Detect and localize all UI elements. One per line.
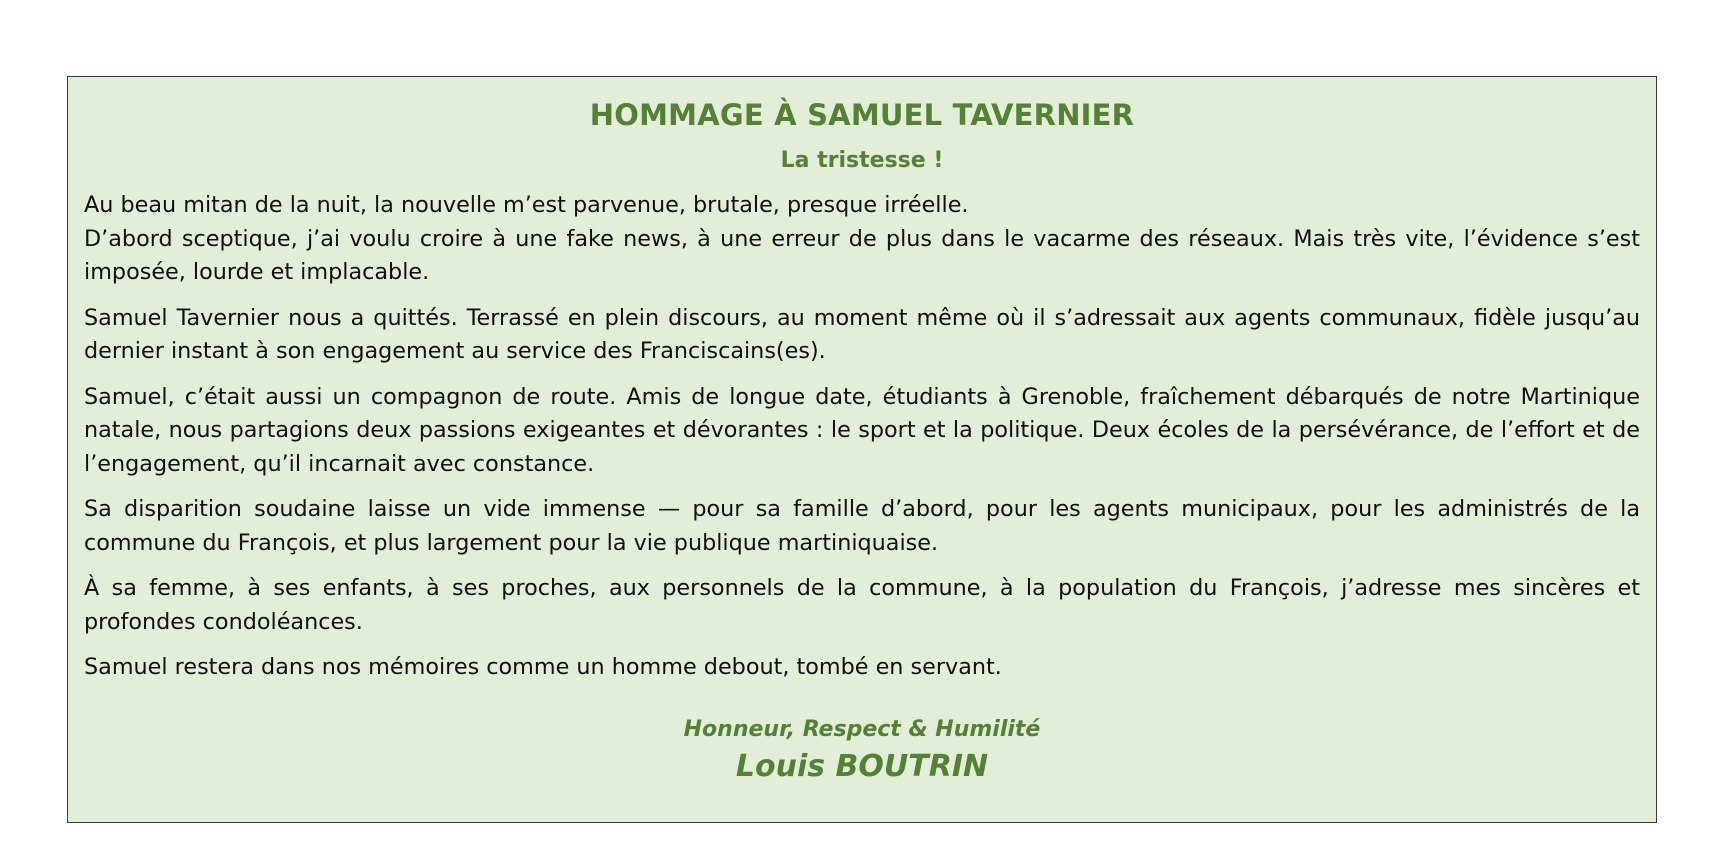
paragraph-1-line-2: D’abord sceptique, j’ai voulu croire à une fake news, à une erreur de plus dans le vacarme des réseaux. Mais très vite, l’évidence s’est imposée, lourde et implacable.: [84, 225, 1640, 285]
body-text: [84, 189, 1640, 685]
motto: Honneur, Respect & Humilité: [683, 716, 1041, 742]
closing: [84, 715, 1640, 787]
paragraph-5: À sa femme, à ses enfants, à ses proches, aux personnels de la commune, à la population du François, j’adresse mes sincères et profondes condoléances.: [84, 575, 1640, 635]
subtitle: La tristesse !: [780, 148, 944, 173]
page-title: HOMMAGE À SAMUEL TAVERNIER: [589, 98, 1135, 132]
tribute-box: [67, 76, 1657, 823]
paragraph-1: [84, 189, 1640, 290]
signature: Louis BOUTRIN: [735, 748, 989, 784]
paragraph-1-line-1: Au beau mitan de la nuit, la nouvelle m’est parvenue, brutale, presque irréelle.: [84, 192, 969, 218]
paragraph-4: Sa disparition soudaine laisse un vide immense — pour sa famille d’abord, pour les agents municipaux, pour les administrés de la commune du François, et plus largement pour la vie publique martiniquaise.: [84, 496, 1640, 556]
paragraph-2: Samuel Tavernier nous a quittés. Terrassé en plein discours, au moment même où il s’adressait aux agents communaux, fidèle jusqu’au dernier instant à son engagement au service des Franciscains(es).: [84, 304, 1640, 364]
paragraph-6: Samuel restera dans nos mémoires comme un homme debout, tombé en servant.: [84, 654, 1002, 680]
paragraph-3: Samuel, c’était aussi un compagnon de route. Amis de longue date, étudiants à Grenoble, fraîchement débarqués de notre Martinique natale, nous partagions deux passions exigeantes et dévorantes : le sport et la politique. Deux écoles de la persévérance, de l’effort et de l’engagement, qu’il incarnait avec constance.: [84, 383, 1640, 477]
